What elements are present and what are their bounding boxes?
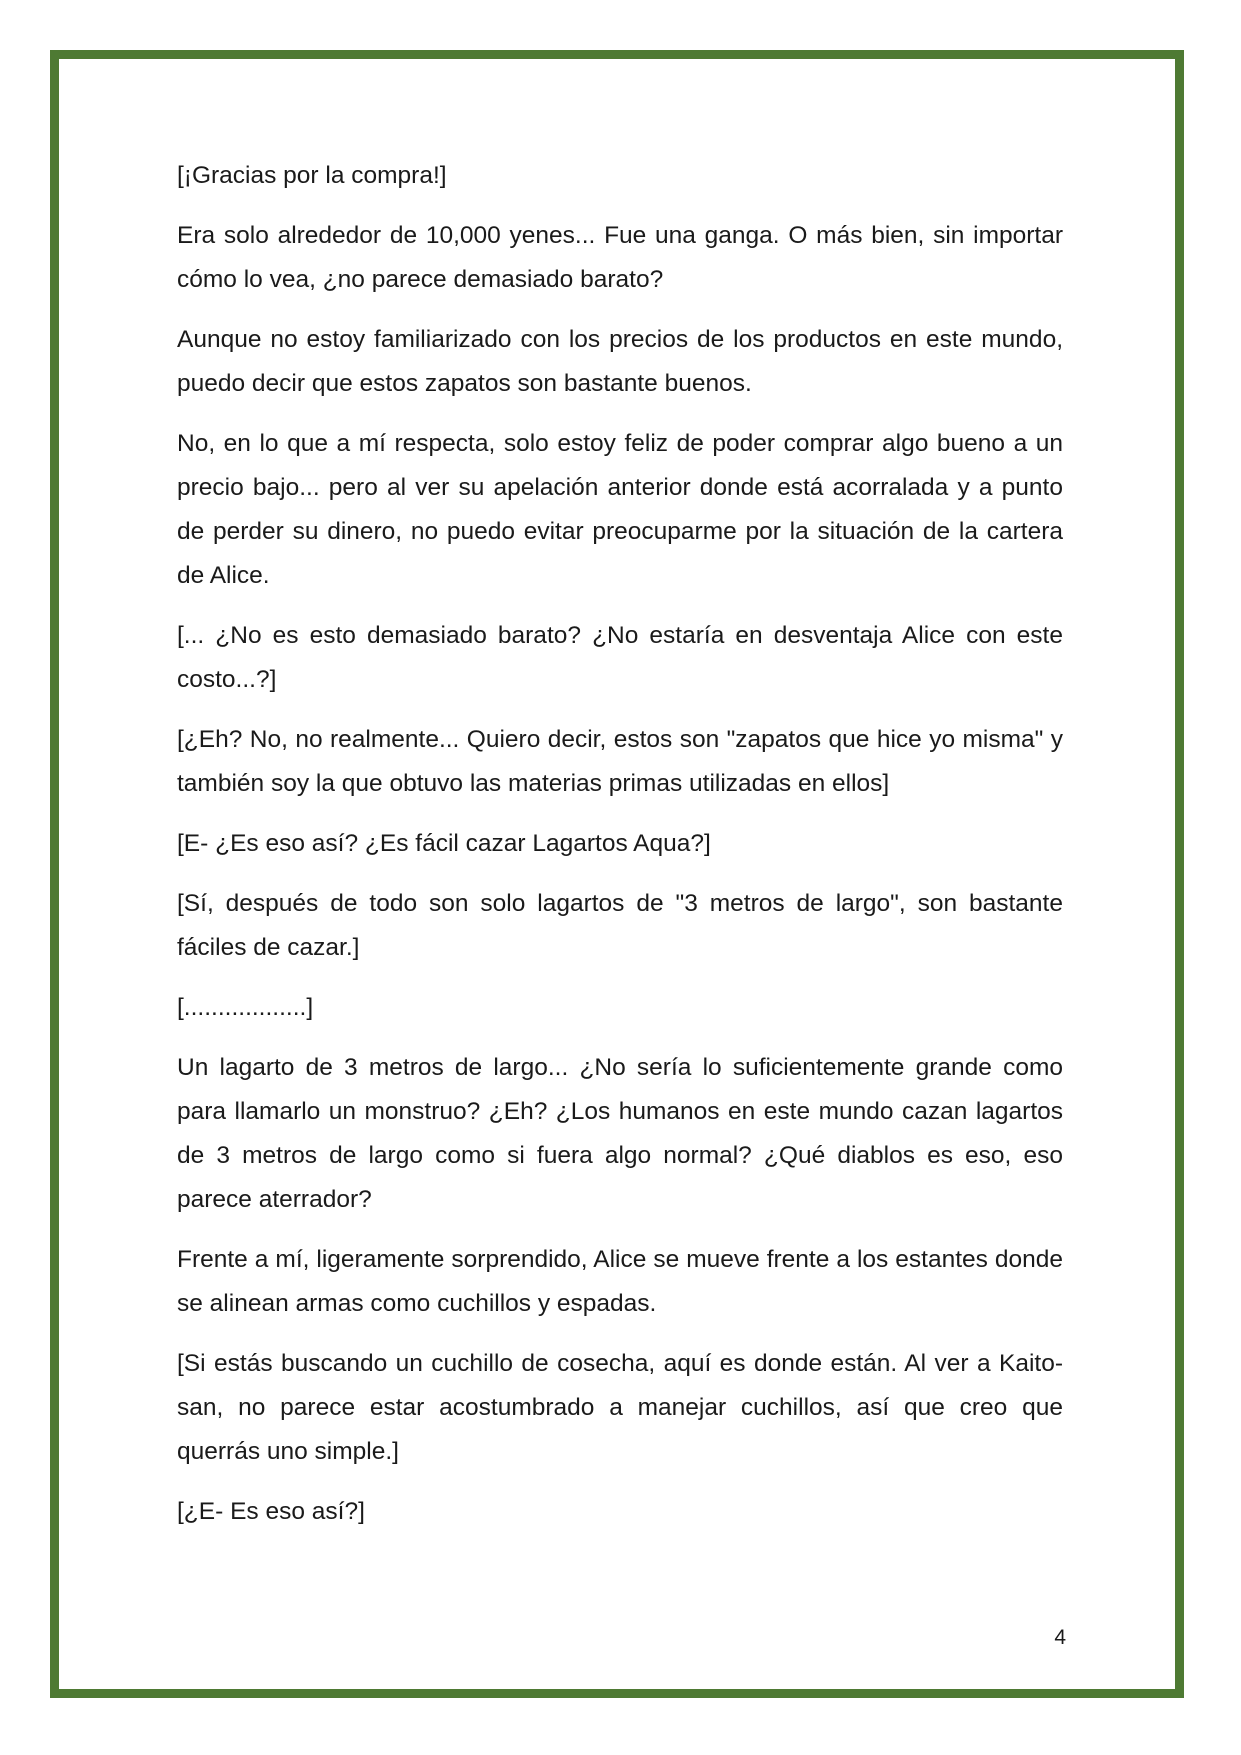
paragraph: [Si estás buscando un cuchillo de cosecha, aquí es donde están. Al ver a Kaito-san, no parece estar acostumbrado a manejar cuchillos, así que creo que querrás uno simple.] (177, 1350, 1063, 1465)
paragraph: [... ¿No es esto demasiado barato? ¿No estaría en desventaja Alice con este costo...?] (177, 622, 1063, 693)
paragraph: Era solo alrededor de 10,000 yenes... Fue una ganga. O más bien, sin importar cómo lo vea, ¿no parece demasiado barato? (177, 222, 1063, 293)
paragraph: [¿Eh? No, no realmente... Quiero decir, estos son "zapatos que hice yo misma" y también soy la que obtuvo las materias primas utilizadas en ellos] (177, 726, 1063, 797)
paragraph: Aunque no estoy familiarizado con los precios de los productos en este mundo, puedo decir que estos zapatos son bastante buenos. (177, 326, 1063, 397)
paragraph: [E- ¿Es eso así? ¿Es fácil cazar Lagartos Aqua?] (177, 830, 711, 857)
paragraph: [..................] (177, 994, 314, 1021)
paragraph: No, en lo que a mí respecta, solo estoy feliz de poder comprar algo bueno a un precio bajo... pero al ver su apelación anterior donde está acorralada y a punto de perder su dinero, no puedo evitar preocuparme por la situación de la cartera de Alice. (177, 430, 1063, 589)
paragraph: [¿E- Es eso así?] (177, 1498, 365, 1525)
paragraph: [Sí, después de todo son solo lagartos de "3 metros de largo", son bastante fáciles de cazar.] (177, 890, 1063, 961)
paragraph: Un lagarto de 3 metros de largo... ¿No sería lo suficientemente grande como para llamarlo un monstruo? ¿Eh? ¿Los humanos en este mundo cazan lagartos de 3 metros de largo como si fuera algo normal? ¿Qué diablos es eso, eso parece aterrador? (177, 1054, 1063, 1213)
paragraph: Frente a mí, ligeramente sorprendido, Alice se mueve frente a los estantes donde se alinean armas como cuchillos y espadas. (177, 1246, 1063, 1317)
page-number: 4 (1054, 1626, 1066, 1649)
document-body (177, 154, 1063, 1550)
paragraph: [¡Gracias por la compra!] (177, 162, 447, 189)
